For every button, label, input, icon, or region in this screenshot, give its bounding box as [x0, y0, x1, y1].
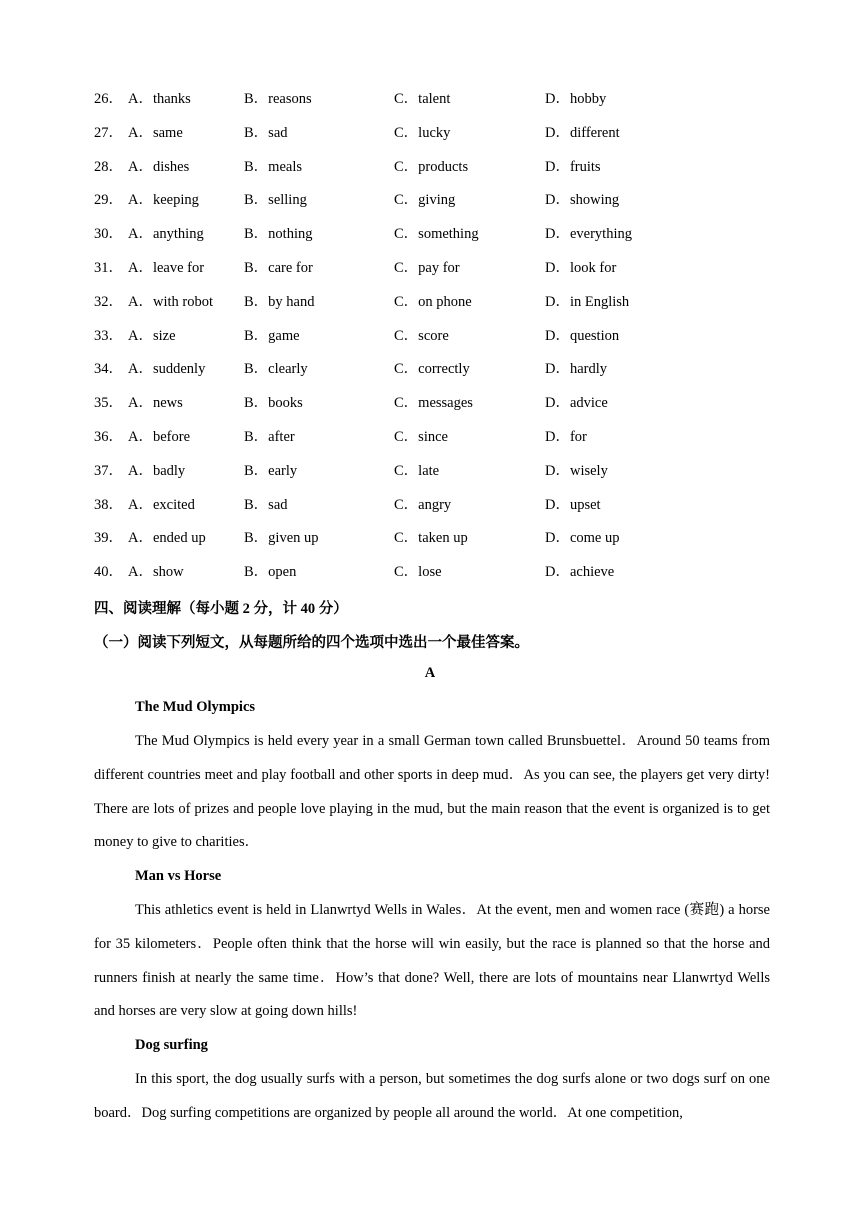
cloze-options-list [94, 89, 794, 596]
option-c: C．correctly [394, 361, 470, 378]
option-b: B．nothing [244, 226, 313, 243]
question-row [94, 393, 794, 427]
question-row [94, 89, 794, 123]
option-b: B．clearly [244, 361, 308, 378]
option-d: D．come up [545, 530, 620, 547]
question-row [94, 224, 794, 258]
question-row [94, 292, 794, 326]
option-a: A．badly [128, 462, 186, 479]
question-number: 34． [94, 361, 123, 378]
option-a: A．with robot [128, 293, 213, 310]
question-row [94, 528, 794, 562]
option-b: B．by hand [244, 293, 315, 310]
option-c: C．products [394, 158, 469, 175]
option-d: D．hardly [545, 361, 608, 378]
option-b: B．game [244, 327, 300, 344]
option-b: B．after [244, 428, 295, 445]
option-d: D．for [545, 428, 587, 445]
question-number: 29． [94, 192, 123, 209]
option-a: A．show [128, 564, 184, 581]
passage-paragraph-2: This athletics event is held in Llanwrtyd Wells in Wales．At the event, men and women race (赛跑) a horse for 35 kilometers．People often think that the horse will win easily, but the race is planned so that the horse and runners finish at nearly the same time．How’s that done? Well, there are lots of mountains near Llanwrtyd Wells and horses are very slow at going down hills! [94, 902, 770, 1020]
option-b: B．sad [244, 496, 288, 513]
question-row [94, 123, 794, 157]
option-d: D．wisely [545, 462, 608, 479]
question-number: 31． [94, 259, 123, 276]
option-a: A．excited [128, 496, 195, 513]
question-number: 26． [94, 91, 123, 107]
option-a: A．anything [128, 226, 204, 243]
option-a: A．keeping [128, 192, 199, 209]
option-b: B．meals [244, 158, 302, 175]
option-a: A．thanks [128, 91, 191, 107]
option-d: D．achieve [545, 564, 615, 581]
option-c: C．something [394, 226, 479, 243]
passage-heading-dog-surfing: Dog surfing [135, 1037, 208, 1053]
option-c: C．late [394, 462, 440, 479]
option-c: C．lose [394, 564, 442, 581]
option-a: A．dishes [128, 158, 190, 175]
question-number: 36． [94, 428, 123, 445]
option-a: A．leave for [128, 259, 205, 276]
option-d: D．question [545, 327, 620, 344]
option-a: A．ended up [128, 530, 206, 547]
option-d: D．advice [545, 395, 608, 412]
option-d: D．upset [545, 496, 601, 513]
question-row [94, 258, 794, 292]
question-number: 32． [94, 293, 123, 310]
question-row [94, 562, 794, 596]
option-c: C．angry [394, 496, 452, 513]
option-c: C．talent [394, 91, 451, 107]
question-row [94, 359, 794, 393]
option-d: D．everything [545, 226, 632, 243]
option-d: D．different [545, 124, 620, 141]
question-number: 39． [94, 530, 123, 547]
option-c: C．pay for [394, 259, 460, 276]
option-d: D．fruits [545, 158, 601, 175]
question-number: 27． [94, 124, 123, 141]
question-row [94, 157, 794, 191]
passage-label: A [424, 665, 436, 681]
option-a: A．size [128, 327, 176, 344]
option-b: B．early [244, 462, 298, 479]
option-c: C．on phone [394, 293, 472, 310]
question-number: 28． [94, 158, 123, 175]
option-b: B．sad [244, 124, 288, 141]
option-b: B．selling [244, 192, 307, 209]
passage-paragraph-3: In this sport, the dog usually surfs with a person, but sometimes the dog surfs alone or two dogs surf on one board．Dog surfing competitions are organized by people all around the world．At one competition, [94, 1071, 770, 1121]
option-d: D．look for [545, 259, 617, 276]
option-b: B．open [244, 564, 297, 581]
option-c: C．taken up [394, 530, 468, 547]
question-number: 38． [94, 496, 123, 513]
option-b: B．given up [244, 530, 319, 547]
option-c: C．score [394, 327, 449, 344]
question-number: 35． [94, 395, 123, 412]
option-c: C．giving [394, 192, 456, 209]
section-instruction: （一）阅读下列短文，从每题所给的四个选项中选出一个最佳答案。 [94, 635, 529, 651]
option-a: A．same [128, 124, 183, 141]
option-b: B．care for [244, 259, 313, 276]
option-a: A．suddenly [128, 361, 206, 378]
passage-paragraph-1: The Mud Olympics is held every year in a small German town called Brunsbuettel．Around 50 teams from different countries meet and play football and other sports in deep mud．As you can see, the players get very dirty! There are lots of prizes and people love playing in the mud, but the main reason that the event is organized is to get money to give to charities． [94, 733, 770, 851]
option-c: C．lucky [394, 124, 451, 141]
question-row [94, 190, 794, 224]
question-row [94, 461, 794, 495]
option-c: C．since [394, 428, 448, 445]
question-number: 37． [94, 462, 123, 479]
question-row [94, 427, 794, 461]
option-b: B．reasons [244, 91, 312, 107]
option-d: D．in English [545, 293, 630, 310]
question-row [94, 495, 794, 529]
option-d: D．hobby [545, 91, 607, 107]
question-number: 33． [94, 327, 123, 344]
option-a: A．before [128, 428, 191, 445]
question-row [94, 326, 794, 360]
option-d: D．showing [545, 192, 620, 209]
section-title: 四、阅读理解（每小题 2 分，计 40 分） [94, 601, 348, 617]
option-b: B．books [244, 395, 303, 412]
passage-heading-mud-olympics: The Mud Olympics [135, 699, 256, 715]
option-a: A．news [128, 395, 183, 412]
option-c: C．messages [394, 395, 473, 412]
question-number: 30． [94, 226, 123, 243]
question-number: 40． [94, 564, 123, 581]
passage-heading-man-vs-horse: Man vs Horse [135, 868, 222, 884]
